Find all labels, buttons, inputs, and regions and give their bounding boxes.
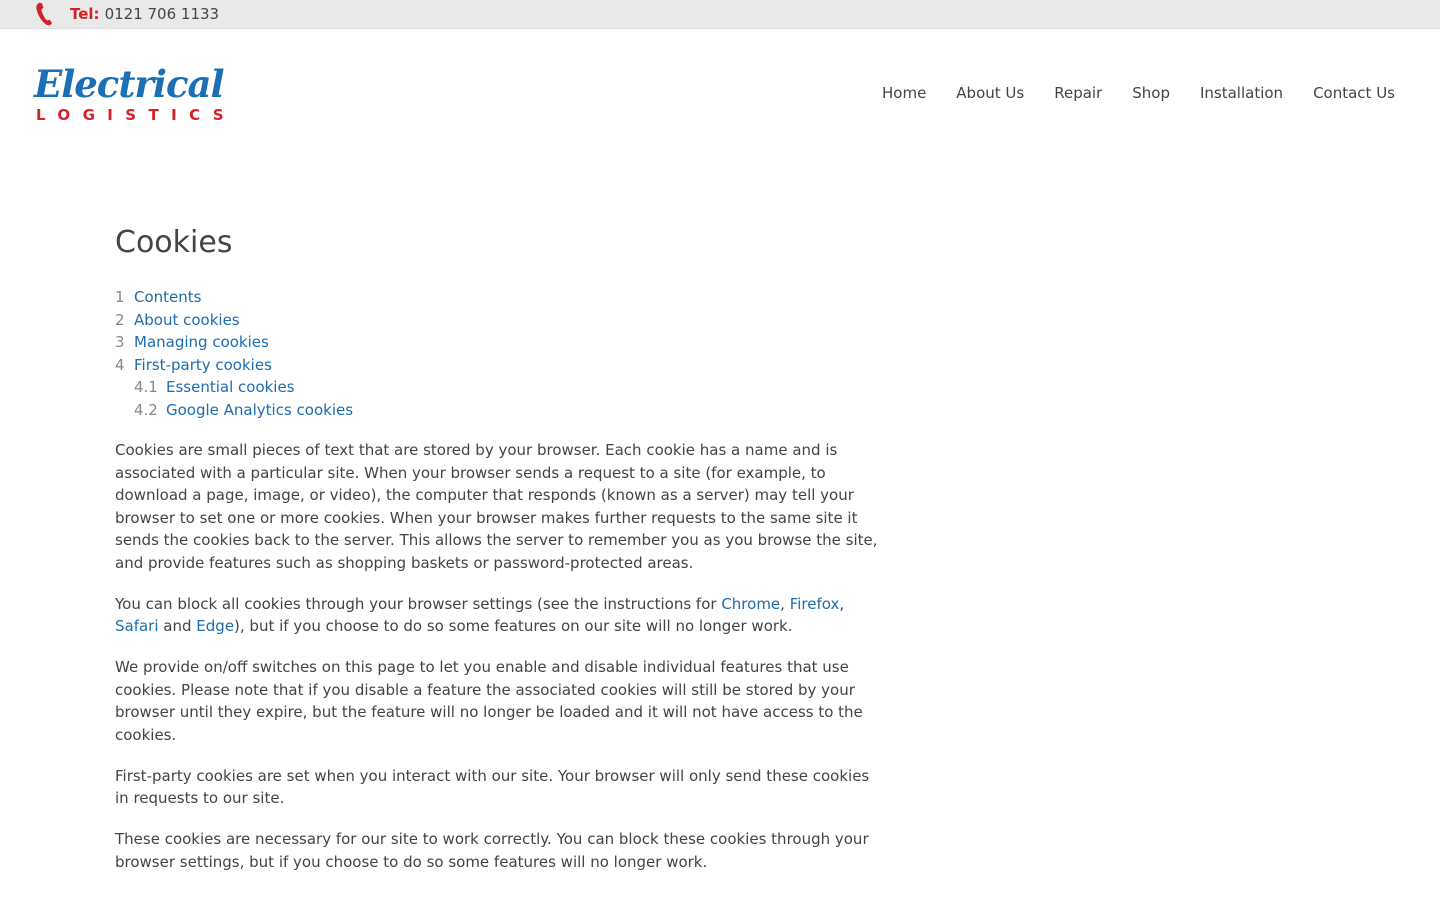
nav-repair[interactable]: Repair <box>1054 84 1103 102</box>
toc-item <box>115 309 885 332</box>
nav-about-us[interactable]: About Us <box>956 84 1025 102</box>
text-segment: ), but if you choose to do so some features on our site will no longer work. <box>234 617 793 635</box>
toc-item <box>115 331 885 354</box>
page-title: Cookies <box>115 225 233 260</box>
text-segment: , <box>780 594 790 613</box>
text-segment: and <box>158 617 197 635</box>
switches-paragraph: We provide on/off switches on this page to let you enable and disable individual features that use cookies. Please note that if you disable a feature the associated cookies will still be stored by your browser until they expire, but the feature will no longer be loaded and it will not have access to the cookies. <box>115 658 863 744</box>
main-nav <box>882 84 1395 102</box>
toc-number: 1 <box>115 288 125 306</box>
about-cookies-paragraph: Cookies are small pieces of text that are stored by your browser. Each cookie has a name and is associated with a particular site. When your browser sends a request to a site (for example, to download a page, image, or video), the computer that responds (known as a server) may tell your browser to set one or more cookies. When your browser makes further requests to the same site it sends the cookies back to the server. This allows the server to remember you as you browse the site, and provide features such as shopping baskets or password-protected areas. <box>115 441 878 572</box>
toc-link-managing-cookies[interactable]: Managing cookies <box>134 333 269 351</box>
nav-home[interactable]: Home <box>882 84 927 102</box>
tel-number[interactable]: 0121 706 1133 <box>104 5 220 23</box>
nav-contact-us[interactable]: Contact Us <box>1313 84 1395 102</box>
toc-item <box>115 354 885 377</box>
main-content <box>115 222 885 892</box>
essential-cookies-paragraph: These cookies are necessary for our site to work correctly. You can block these cookies through your browser settings, but if you choose to do so some features will no longer work. <box>115 830 869 871</box>
logo-sub-text: LOGISTICS <box>36 106 236 124</box>
toc-number: 2 <box>115 310 125 329</box>
toc-number: 3 <box>115 333 125 351</box>
managing-cookies-paragraph <box>115 593 885 638</box>
toc-item <box>115 286 885 309</box>
chrome-link[interactable]: Chrome <box>721 594 781 613</box>
toc-number: 4.1 <box>134 378 158 396</box>
toc-number: 4 <box>115 355 125 374</box>
text-segment: , <box>839 594 845 613</box>
toc-item <box>115 399 885 422</box>
phone-icon <box>34 1 56 27</box>
first-party-paragraph: First-party cookies are set when you interact with our site. Your browser will only send these cookies in requests to our site. <box>115 766 870 807</box>
site-logo[interactable] <box>34 62 236 128</box>
tel-label: Tel: <box>70 5 100 23</box>
top-bar <box>0 0 1440 29</box>
nav-shop[interactable]: Shop <box>1132 84 1170 102</box>
logo-script-text: Electrical <box>34 62 224 106</box>
toc-link-google-analytics-cookies[interactable]: Google Analytics cookies <box>166 400 354 419</box>
toc-link-contents[interactable]: Contents <box>134 288 202 306</box>
table-of-contents <box>115 286 885 421</box>
firefox-link[interactable]: Firefox <box>789 594 840 613</box>
toc-link-about-cookies[interactable]: About cookies <box>134 310 240 329</box>
nav-installation[interactable]: Installation <box>1199 84 1284 102</box>
safari-link[interactable]: Safari <box>115 617 159 635</box>
edge-link[interactable]: Edge <box>196 617 235 635</box>
toc-item <box>115 376 885 399</box>
toc-number: 4.2 <box>134 400 158 419</box>
toc-link-essential-cookies[interactable]: Essential cookies <box>166 378 295 396</box>
toc-link-first-party-cookies[interactable]: First-party cookies <box>134 355 272 374</box>
text-segment: You can block all cookies through your browser settings (see the instructions for <box>115 594 722 613</box>
